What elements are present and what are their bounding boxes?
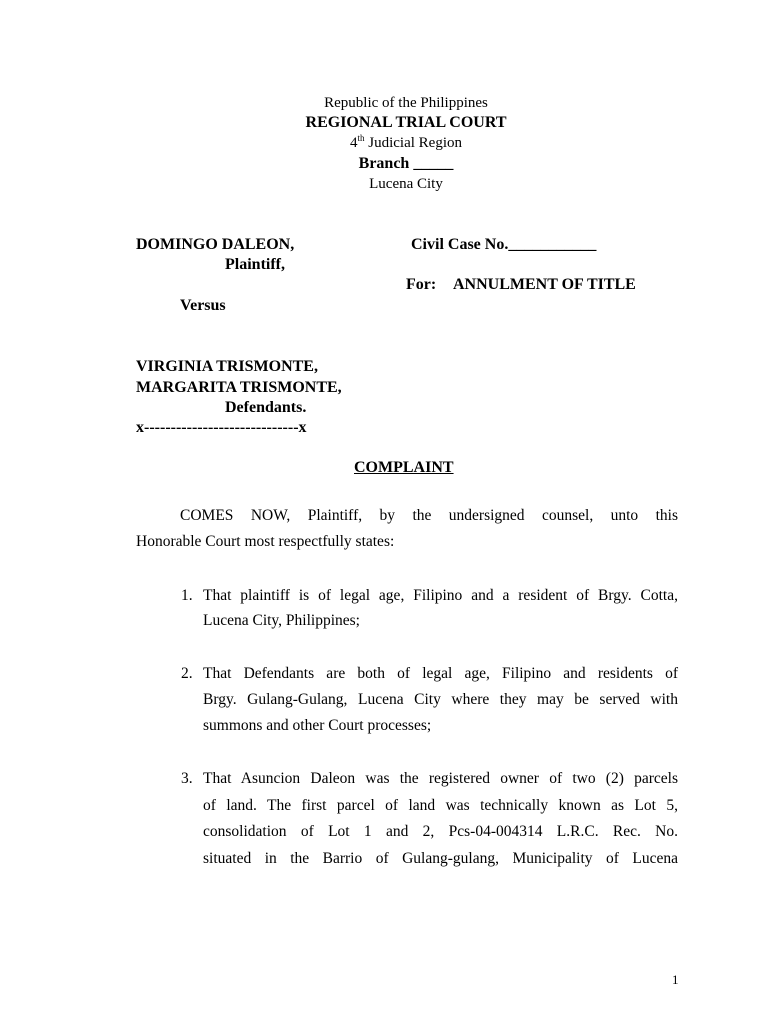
for-label: For: bbox=[406, 276, 437, 293]
defendant-2: MARGARITA TRISMONTE, bbox=[136, 379, 342, 396]
document-title: COMPLAINT bbox=[354, 459, 454, 476]
plaintiff-label: Plaintiff, bbox=[225, 256, 285, 273]
paragraph-line: Lucena City, Philippines; bbox=[203, 612, 360, 629]
defendant-1: VIRGINIA TRISMONTE, bbox=[136, 358, 318, 375]
caption-separator: x-----------------------------x bbox=[136, 419, 307, 436]
paragraph-number: 1. bbox=[181, 587, 193, 604]
paragraph-number: 2. bbox=[181, 665, 193, 682]
region-superscript: th bbox=[357, 133, 365, 143]
versus-label: Versus bbox=[180, 297, 226, 314]
paragraph-line: summons and other Court processes; bbox=[203, 717, 432, 734]
paragraph-line: That Defendants are both of legal age, Filipino and residents of bbox=[203, 665, 678, 682]
case-number: Civil Case No.___________ bbox=[411, 236, 597, 253]
paragraph-line: situated in the Barrio of Gulang-gulang, Municipality of Lucena bbox=[203, 850, 678, 867]
plaintiff-name: DOMINGO DALEON, bbox=[136, 236, 295, 253]
region-text: Judicial Region bbox=[364, 135, 462, 151]
header-court: REGIONAL TRIAL COURT bbox=[305, 114, 507, 131]
case-nature: ANNULMENT OF TITLE bbox=[453, 276, 636, 293]
paragraph-line: of land. The first parcel of land was technically known as Lot 5, bbox=[203, 797, 678, 814]
intro-line-2: Honorable Court most respectfully states: bbox=[136, 533, 395, 550]
header-branch: Branch _____ bbox=[358, 155, 454, 172]
paragraph-number: 3. bbox=[181, 770, 193, 787]
header-republic: Republic of the Philippines bbox=[324, 95, 488, 111]
paragraph-line: Brgy. Gulang-Gulang, Lucena City where they may be served with bbox=[203, 691, 678, 708]
page-number: 1 bbox=[672, 972, 679, 987]
defendants-label: Defendants. bbox=[225, 399, 307, 416]
paragraph-line: That Asuncion Daleon was the registered owner of two (2) parcels bbox=[203, 770, 678, 787]
region-number: 4 bbox=[349, 135, 358, 151]
intro-line-1: COMES NOW, Plaintiff, by the undersigned counsel, unto this bbox=[180, 507, 678, 524]
paragraph-line: That plaintiff is of legal age, Filipino and a resident of Brgy. Cotta, bbox=[203, 587, 678, 604]
paragraph-line: consolidation of Lot 1 and 2, Pcs-04-004314 L.R.C. Rec. No. bbox=[203, 823, 678, 840]
header-city: Lucena City bbox=[369, 176, 443, 192]
header-region bbox=[0, 135, 768, 152]
